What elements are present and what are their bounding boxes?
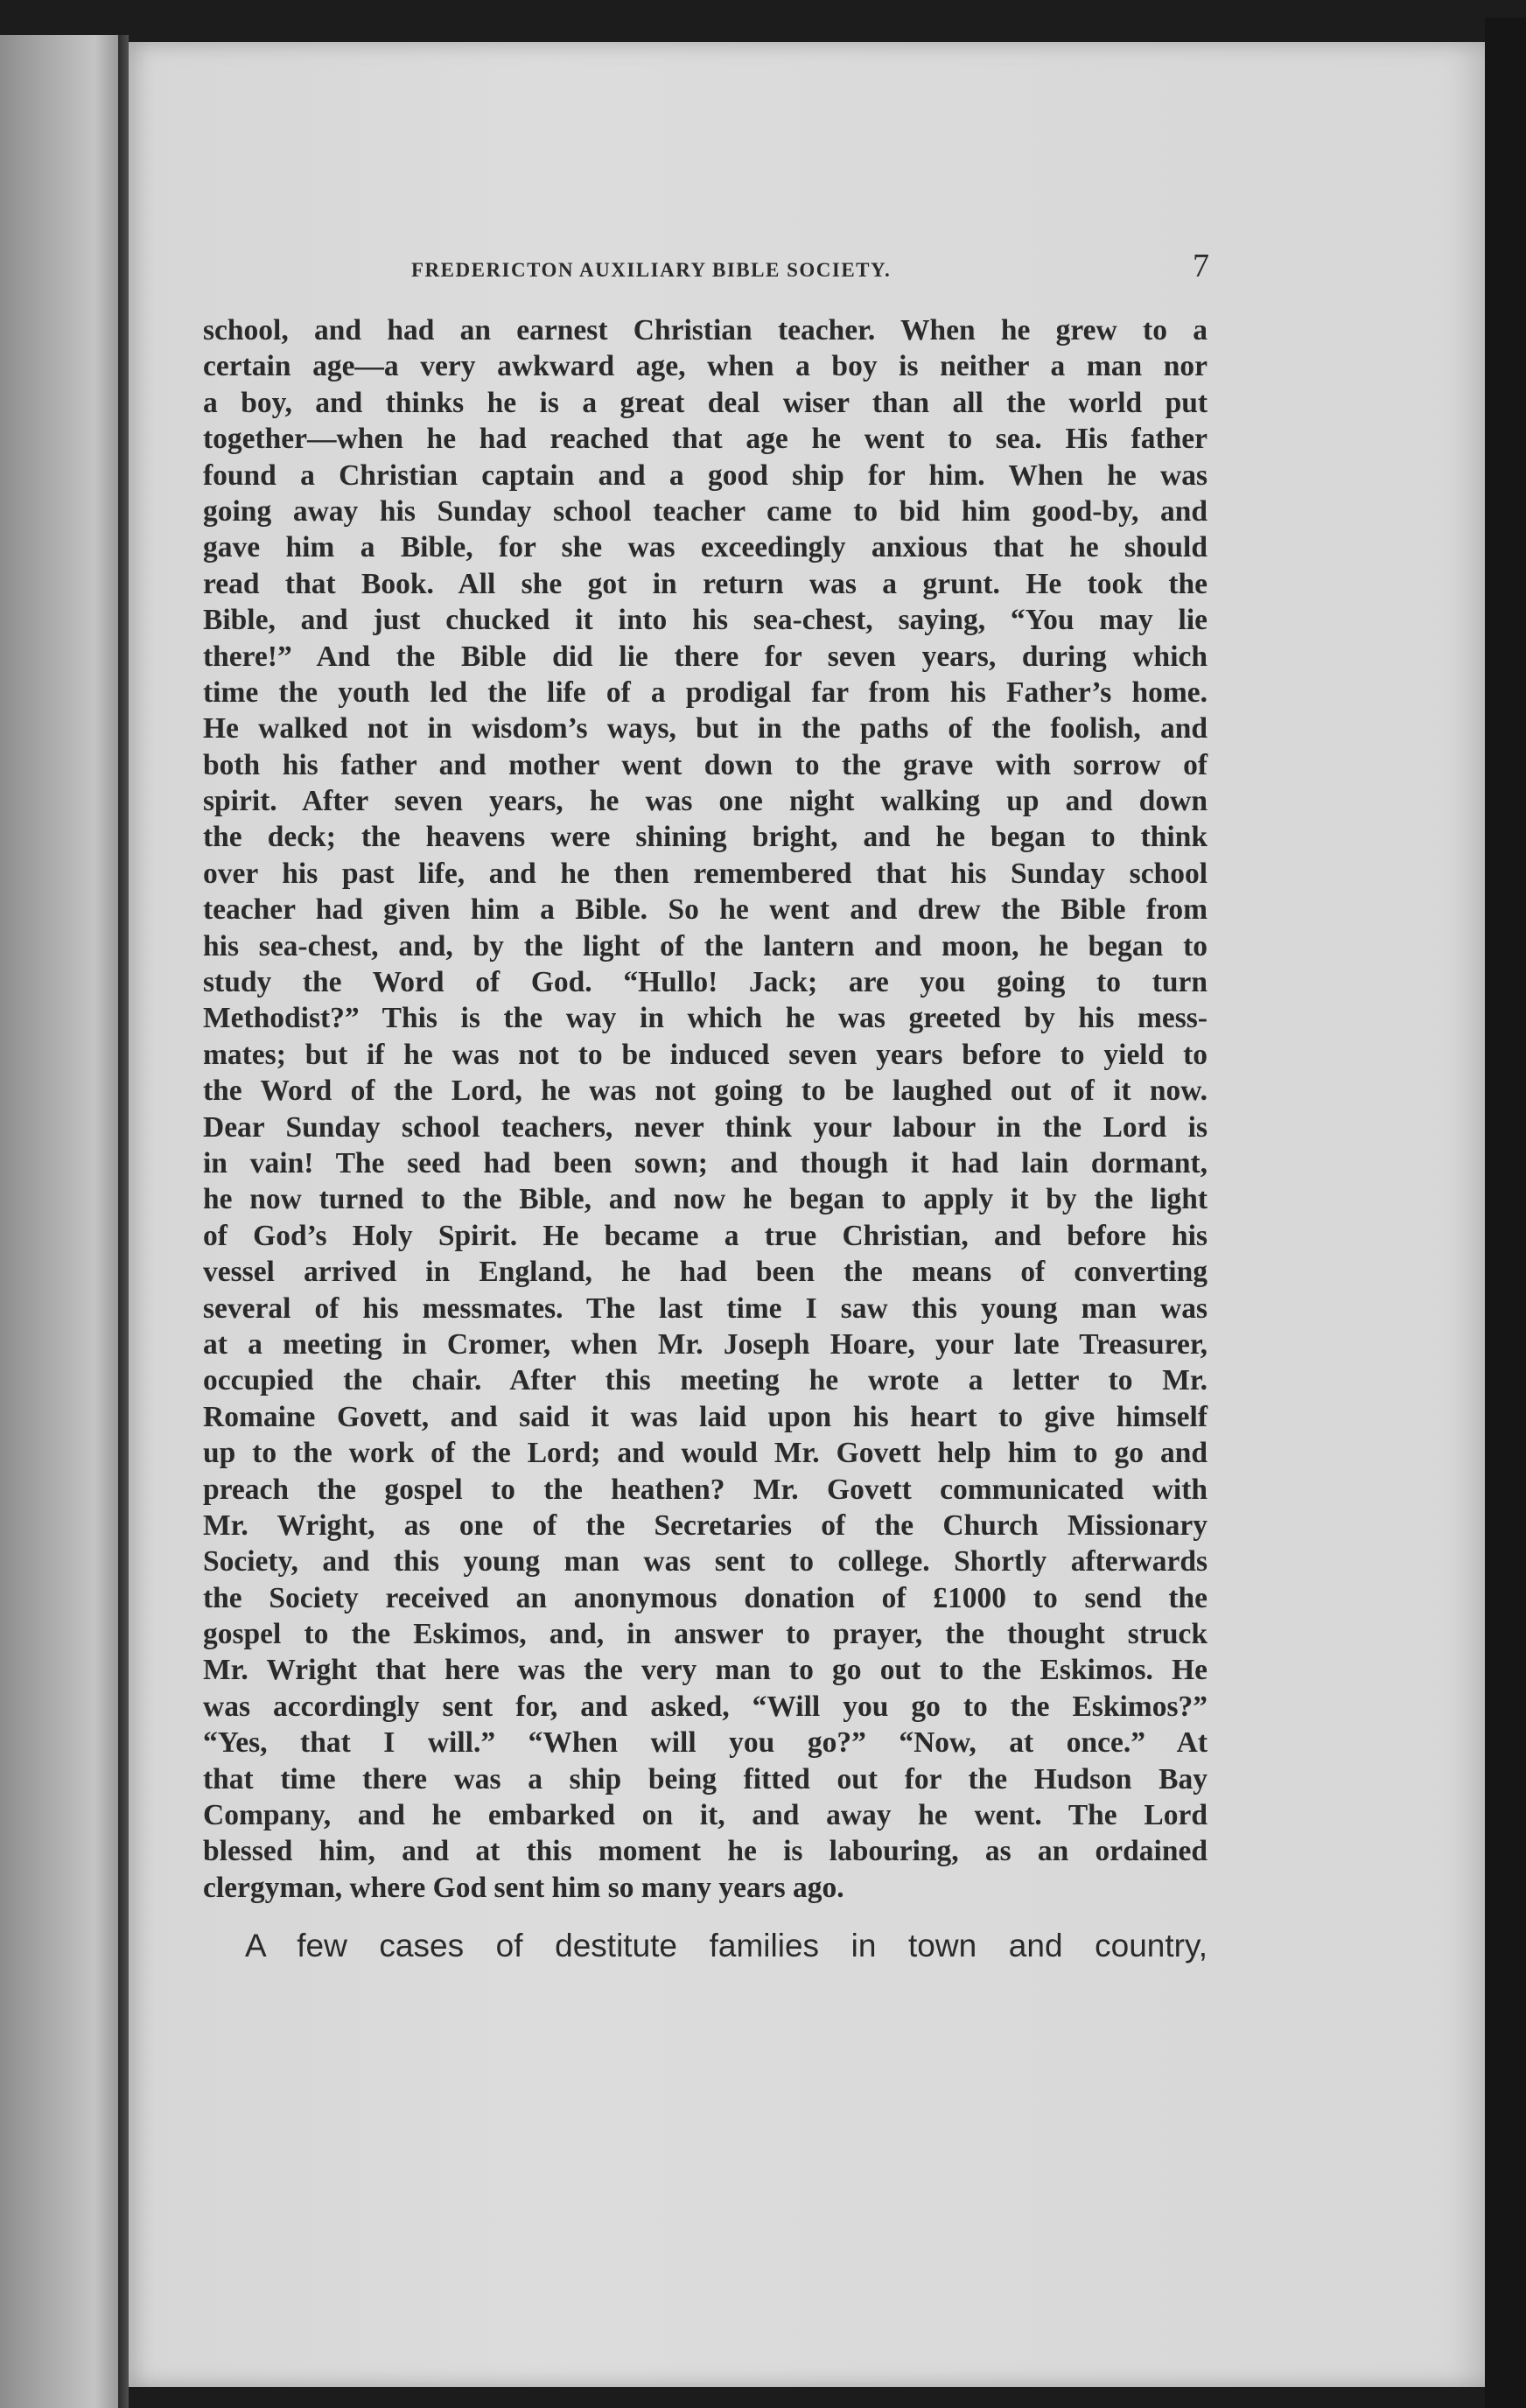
text-line: in vain! The seed had been sown; and though it had lain dormant, bbox=[203, 1146, 1208, 1180]
text-line: both his father and mother went down to the grave with sorrow of bbox=[203, 748, 1208, 781]
body-paragraph bbox=[203, 312, 1208, 1906]
text-line: going away his Sunday school teacher came to bid him good-by, and bbox=[203, 494, 1208, 528]
text-line: clergyman, where God sent him so many years ago. bbox=[203, 1871, 844, 1904]
text-line: Methodist?” This is the way in which he was greeted by his mess- bbox=[203, 1002, 1208, 1035]
text-line: of God’s Holy Spirit. He became a true Christian, and before his bbox=[203, 1219, 1208, 1252]
text-line: was accordingly sent for, and asked, “Will you go to the Eskimos?” bbox=[203, 1690, 1208, 1723]
dark-border bbox=[1485, 18, 1526, 2408]
page-number: 7 bbox=[1193, 248, 1209, 284]
text-line: several of his messmates. The last time I saw this young man was bbox=[203, 1292, 1208, 1325]
running-head bbox=[203, 247, 1209, 296]
text-line: a boy, and thinks he is a great deal wiser than all the world put bbox=[203, 386, 1208, 419]
text-line: “Yes, that I will.” “When will you go?” “Now, at once.” At bbox=[203, 1726, 1208, 1760]
previous-page-edge bbox=[0, 35, 118, 2408]
text-line: at a meeting in Cromer, when Mr. Joseph Hoare, your late Treasurer, bbox=[203, 1327, 1208, 1361]
text-line: blessed him, and at this moment he is labouring, as an ordained bbox=[203, 1835, 1208, 1868]
text-line: found a Christian captain and a good ship for him. When he was bbox=[203, 458, 1208, 492]
text-line: study the Word of God. “Hullo! Jack; are you going to turn bbox=[203, 966, 1208, 999]
text-line: there!” And the Bible did lie there for seven years, during which bbox=[203, 640, 1208, 673]
text-line: that time there was a ship being fitted out for the Hudson Bay bbox=[203, 1762, 1208, 1796]
text-line: the Society received an anonymous donation of £1000 to send the bbox=[203, 1581, 1208, 1614]
running-title: FREDERICTON AUXILIARY BIBLE SOCIETY. bbox=[411, 259, 892, 281]
text-line: Company, and he embarked on it, and away he went. The Lord bbox=[203, 1799, 1208, 1832]
text-line: Romaine Govett, and said it was laid upon his heart to give himself bbox=[203, 1400, 1208, 1433]
text-line: time the youth led the life of a prodigal far from his Father’s home. bbox=[203, 676, 1208, 709]
text-line: preach the gospel to the heathen? Mr. Govett communicated with bbox=[203, 1473, 1208, 1506]
text-line: Dear Sunday school teachers, never think your labour in the Lord is bbox=[203, 1110, 1208, 1144]
text-line: over his past life, and he then remembered that his Sunday school bbox=[203, 857, 1208, 890]
text-line: occupied the chair. After this meeting he wrote a letter to Mr. bbox=[203, 1364, 1208, 1397]
text-line: school, and had an earnest Christian teacher. When he grew to a bbox=[203, 314, 1208, 346]
text-line: vessel arrived in England, he had been the means of converting bbox=[203, 1256, 1208, 1289]
text-line: up to the work of the Lord; and would Mr. Govett help him to go and bbox=[203, 1437, 1208, 1470]
text-line: teacher had given him a Bible. So he went and drew the Bible from bbox=[203, 893, 1208, 927]
text-line: Mr. Wright that here was the very man to go out to the Eskimos. He bbox=[203, 1654, 1208, 1687]
text-line: gospel to the Eskimos, and, in answer to prayer, the thought struck bbox=[203, 1618, 1208, 1651]
text-line: Bible, and just chucked it into his sea-chest, saying, “You may lie bbox=[203, 604, 1208, 637]
closing-line: A few cases of destitute families in town and country, bbox=[245, 1928, 1208, 1964]
text-line: He walked not in wisdom’s ways, but in the paths of the foolish, and bbox=[203, 712, 1208, 746]
text-line: certain age—a very awkward age, when a boy is neither a man nor bbox=[203, 350, 1208, 383]
book-gutter bbox=[118, 35, 129, 2408]
text-line: mates; but if he was not to be induced seven years before to yield to bbox=[203, 1038, 1208, 1071]
text-line: Society, and this young man was sent to college. Shortly afterwards bbox=[203, 1545, 1208, 1578]
text-line: he now turned to the Bible, and now he began to apply it by the light bbox=[203, 1183, 1208, 1216]
text-line: read that Book. All she got in return was a grunt. He took the bbox=[203, 567, 1208, 600]
text-line: Mr. Wright, as one of the Secretaries of the Church Missionary bbox=[203, 1508, 1208, 1542]
text-line: his sea-chest, and, by the light of the lantern and moon, he began to bbox=[203, 929, 1208, 962]
text-line: gave him a Bible, for she was exceedingly anxious that he should bbox=[203, 531, 1208, 564]
text-line: spirit. After seven years, he was one night walking up and down bbox=[203, 785, 1208, 818]
text-line: together—when he had reached that age he went to sea. His father bbox=[203, 423, 1208, 456]
text-line: the deck; the heavens were shining bright, and he began to think bbox=[203, 821, 1208, 854]
text-line: the Word of the Lord, he was not going to be laughed out of it now. bbox=[203, 1074, 1208, 1108]
